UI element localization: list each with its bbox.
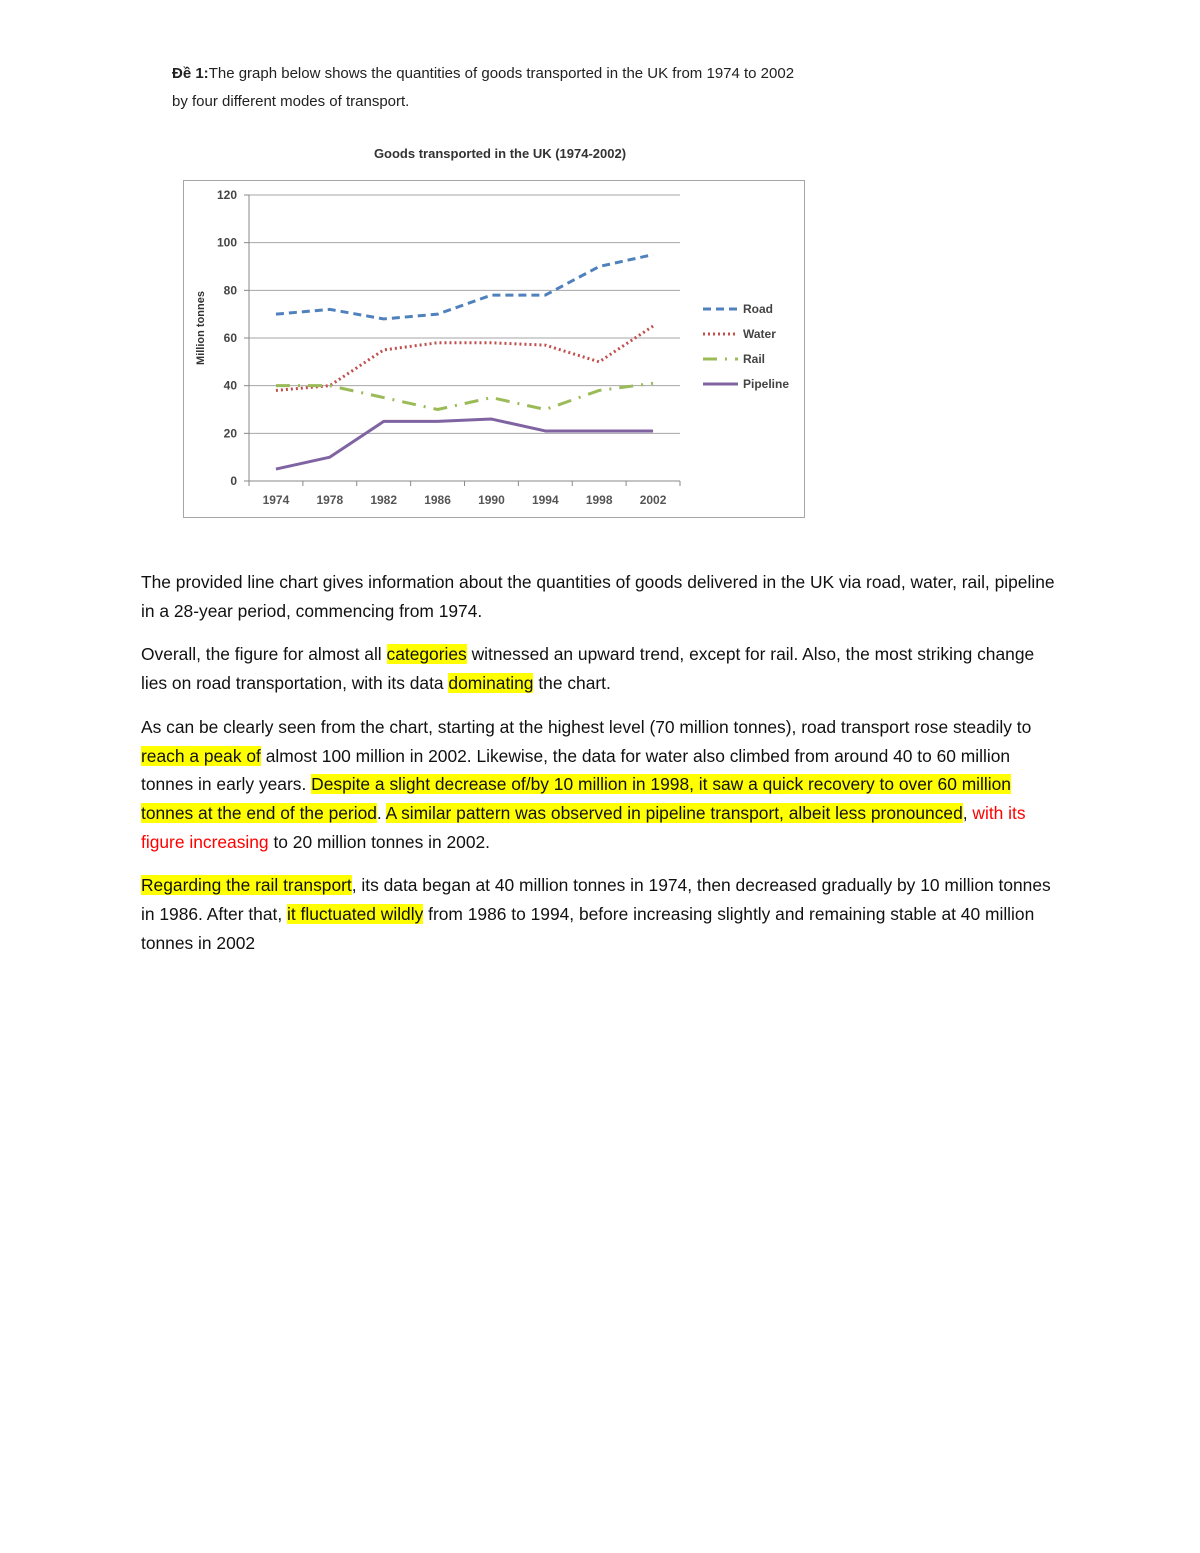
essay-paragraph xyxy=(141,568,1056,625)
task-prompt xyxy=(172,60,812,116)
text-segment: almost 100 million in 2002. Likewise, the data for water also climbed from around 40 to 60 million tonnes in early years. xyxy=(141,745,1011,795)
essay-paragraph xyxy=(141,640,1056,697)
essay-body xyxy=(141,568,1056,972)
y-tick-label: 80 xyxy=(223,283,237,298)
highlighted-text: dominating xyxy=(448,673,534,694)
y-tick-label: 120 xyxy=(216,188,237,202)
highlighted-text: reach a peak of xyxy=(141,745,261,766)
highlighted-text: it fluctuated wildly xyxy=(287,904,424,925)
y-tick-label: 20 xyxy=(223,426,237,441)
text-segment: The provided line chart gives information about the quantities of goods delivered in the UK via road, water, rail, pipeline in a 28-year period, commencing from 1974. xyxy=(141,572,1055,621)
legend-label: Water xyxy=(743,327,776,341)
legend-label: Road xyxy=(743,302,773,316)
y-tick-label: 0 xyxy=(230,474,237,488)
text-segment: As can be clearly seen from the chart, starting at the highest level (70 million tonnes), road transport rose steadily to xyxy=(141,716,1032,737)
red-text: with its figure increasing xyxy=(141,802,1026,852)
y-tick-label: 40 xyxy=(223,378,237,393)
x-tick-label: 1978 xyxy=(316,493,344,507)
text-segment: to 20 million tonnes in 2002. xyxy=(268,831,491,852)
task-label: Đề 1: xyxy=(172,65,209,82)
x-tick-label: 1986 xyxy=(424,493,451,507)
highlighted-text: Despite a slight decrease of/by 10 million in 1998, it saw a quick recovery to over 60 million tonnes at the end of the period xyxy=(141,774,1011,823)
chart-frame xyxy=(184,181,805,518)
x-tick-label: 1990 xyxy=(478,493,505,507)
essay-paragraph xyxy=(141,713,1056,857)
legend-label: Pipeline xyxy=(743,377,790,391)
task-text: The graph below shows the quantities of goods transported in the UK from 1974 to 2002 by four different modes of transport. xyxy=(172,65,795,110)
text-segment: . xyxy=(376,802,386,823)
essay-paragraph xyxy=(141,871,1056,957)
text-segment: from 1986 to 1994, before increasing slightly and remaining stable at 40 million tonnes in 2002 xyxy=(141,904,1035,953)
text-segment: , its data began at 40 million tonnes in 1974, then decreased gradually by 10 million tonnes in 1986. After that, xyxy=(141,875,1051,925)
text-segment: , xyxy=(962,802,973,823)
highlighted-text: Regarding the rail transport xyxy=(141,875,352,896)
y-axis-label: Million tonnes xyxy=(195,291,207,365)
x-tick-label: 1974 xyxy=(262,493,290,507)
x-tick-label: 1994 xyxy=(531,493,559,507)
text-segment: witnessed an upward trend, except for rail. Also, the most striking change lies on road transportation, with its data xyxy=(141,644,1035,694)
x-tick-label: 1982 xyxy=(370,493,398,507)
y-tick-label: 60 xyxy=(223,331,237,345)
text-segment: Overall, the figure for almost all xyxy=(141,644,387,665)
x-tick-label: 1998 xyxy=(585,493,613,507)
chart-title: Goods transported in the UK (1974-2002) xyxy=(373,146,627,161)
text-segment: the chart. xyxy=(533,673,611,694)
highlighted-text: A similar pattern was observed in pipeline transport, albeit less pronounced xyxy=(385,802,963,823)
x-tick-label: 2002 xyxy=(639,493,667,507)
line-chart xyxy=(183,180,805,518)
y-tick-label: 100 xyxy=(216,235,237,250)
highlighted-text: categories xyxy=(386,644,467,665)
legend-label: Rail xyxy=(743,352,766,366)
